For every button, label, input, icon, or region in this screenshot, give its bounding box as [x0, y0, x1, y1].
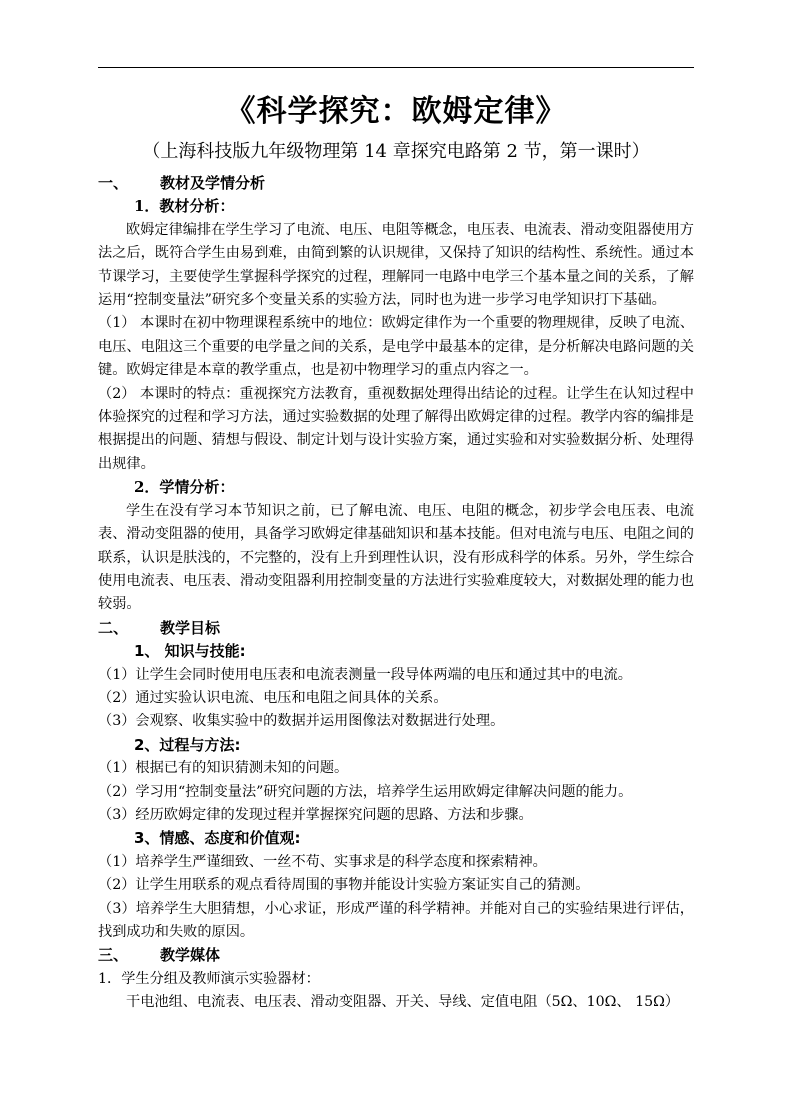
list-item: 1．学生分组及教师演示实验器材：	[98, 970, 320, 987]
document-title: 《科学探究：欧姆定律》	[225, 94, 567, 129]
section-title: 教材及学情分析	[160, 174, 266, 192]
header-rule	[98, 67, 694, 68]
section-number: 二、	[98, 618, 129, 637]
list-item: （3）会观察、收集实验中的数据并运用图像法对数据进行处理。	[98, 713, 505, 730]
section-heading-3	[98, 944, 694, 967]
section-heading-2	[98, 617, 694, 640]
paragraph: 干电池组、电流表、电压表、滑动变阻器、开关、导线、定值电阻（5Ω、10Ω、 15Ω）	[126, 994, 680, 1011]
document-body	[98, 172, 694, 1015]
subsection-heading: 2．学情分析：	[134, 478, 235, 497]
list-item: （2）让学生用联系的观点看待周围的事物并能设计实验方案证实自己的猜测。	[98, 877, 590, 894]
goal-heading: 2、过程与方法:	[134, 735, 241, 754]
list-item: （3）培养学生大胆猜想，小心求证，形成严谨的科学精神。并能对自己的实验结果进行评估，找到成功和失败的原因。	[98, 900, 694, 940]
list-item: （1）培养学生严谨细致、一丝不苟、实事求是的科学态度和探索精神。	[98, 853, 547, 870]
goal-heading: 1、 知识与技能:	[134, 642, 246, 661]
list-item: （2）学习用“控制变量法”研究问题的方法，培养学生运用欧姆定律解决问题的能力。	[98, 783, 633, 800]
paragraph: 欧姆定律编排在学生学习了电流、电压、电阻等概念，电压表、电流表、滑动变阻器使用方法之后，既符合学生由易到难，由简到繁的认识规律，又保持了知识的结构性、系统性。通过本节课学习，主要使学生掌握科学探究的过程，理解同一电路中电学三个基本量之间的关系，了解运用“控制变量法”研究多个变量关系的实验方法，同时也为进一步学习电学知识打下基础。	[98, 221, 694, 309]
paragraph: 学生在没有学习本节知识之前，已了解电流、电压、电阻的概念，初步学会电压表、电流表、滑动变阻器的使用，具备学习欧姆定律基础知识和基本技能。但对电流与电压、电阻之间的联系，认识是肤浅的，不完整的，没有上升到理性认识，没有形成科学的体系。另外，学生综合使用电流表、电压表、滑动变阻器利用控制变量的方法进行实验难度较大，对数据处理的能力也较弱。	[98, 502, 694, 613]
numbered-item: （1） 本课时在初中物理课程系统中的地位：欧姆定律作为一个重要的物理规律，反映了电流、电压、电阻这三个重要的电学量之间的关系，是电学中最基本的定律，是分析解决电路问题的关键。欧姆定律是本章的教学重点，也是初中物理学习的重点内容之一。	[98, 315, 694, 379]
section-number: 三、	[98, 946, 129, 965]
document-subtitle: （上海科技版九年级物理第 14 章探究电路第 2 节，第一课时）	[142, 141, 650, 162]
list-item: （1）根据已有的知识猜测未知的问题。	[98, 760, 349, 777]
list-item: （3）经历欧姆定律的发现过程并掌握探究问题的思路、方法和步骤。	[98, 806, 533, 823]
section-title: 教学目标	[160, 618, 221, 637]
goal-heading: 3、情感、态度和价值观:	[134, 829, 301, 848]
list-item: （1）让学生会同时使用电压表和电流表测量一段导体两端的电压和通过其中的电流。	[98, 666, 632, 683]
list-item: （2）通过实验认识电流、电压和电阻之间具体的关系。	[98, 689, 448, 706]
numbered-item: （2） 本课时的特点：重视探究方法教育，重视数据处理得出结论的过程。让学生在认知过程中体验探究的过程和学习方法，通过实验数据的处理了解得出欧姆定律的过程。教学内容的编排是根据提出的问题、猜想与假设、制定计划与设计实验方案，通过实验和对实验数据分析、处理得出规律。	[98, 385, 694, 472]
section-heading-1	[98, 172, 694, 195]
section-number: 一、	[98, 174, 129, 192]
subsection-heading: 1．教材分析：	[134, 197, 235, 216]
section-title: 教学媒体	[160, 946, 221, 965]
